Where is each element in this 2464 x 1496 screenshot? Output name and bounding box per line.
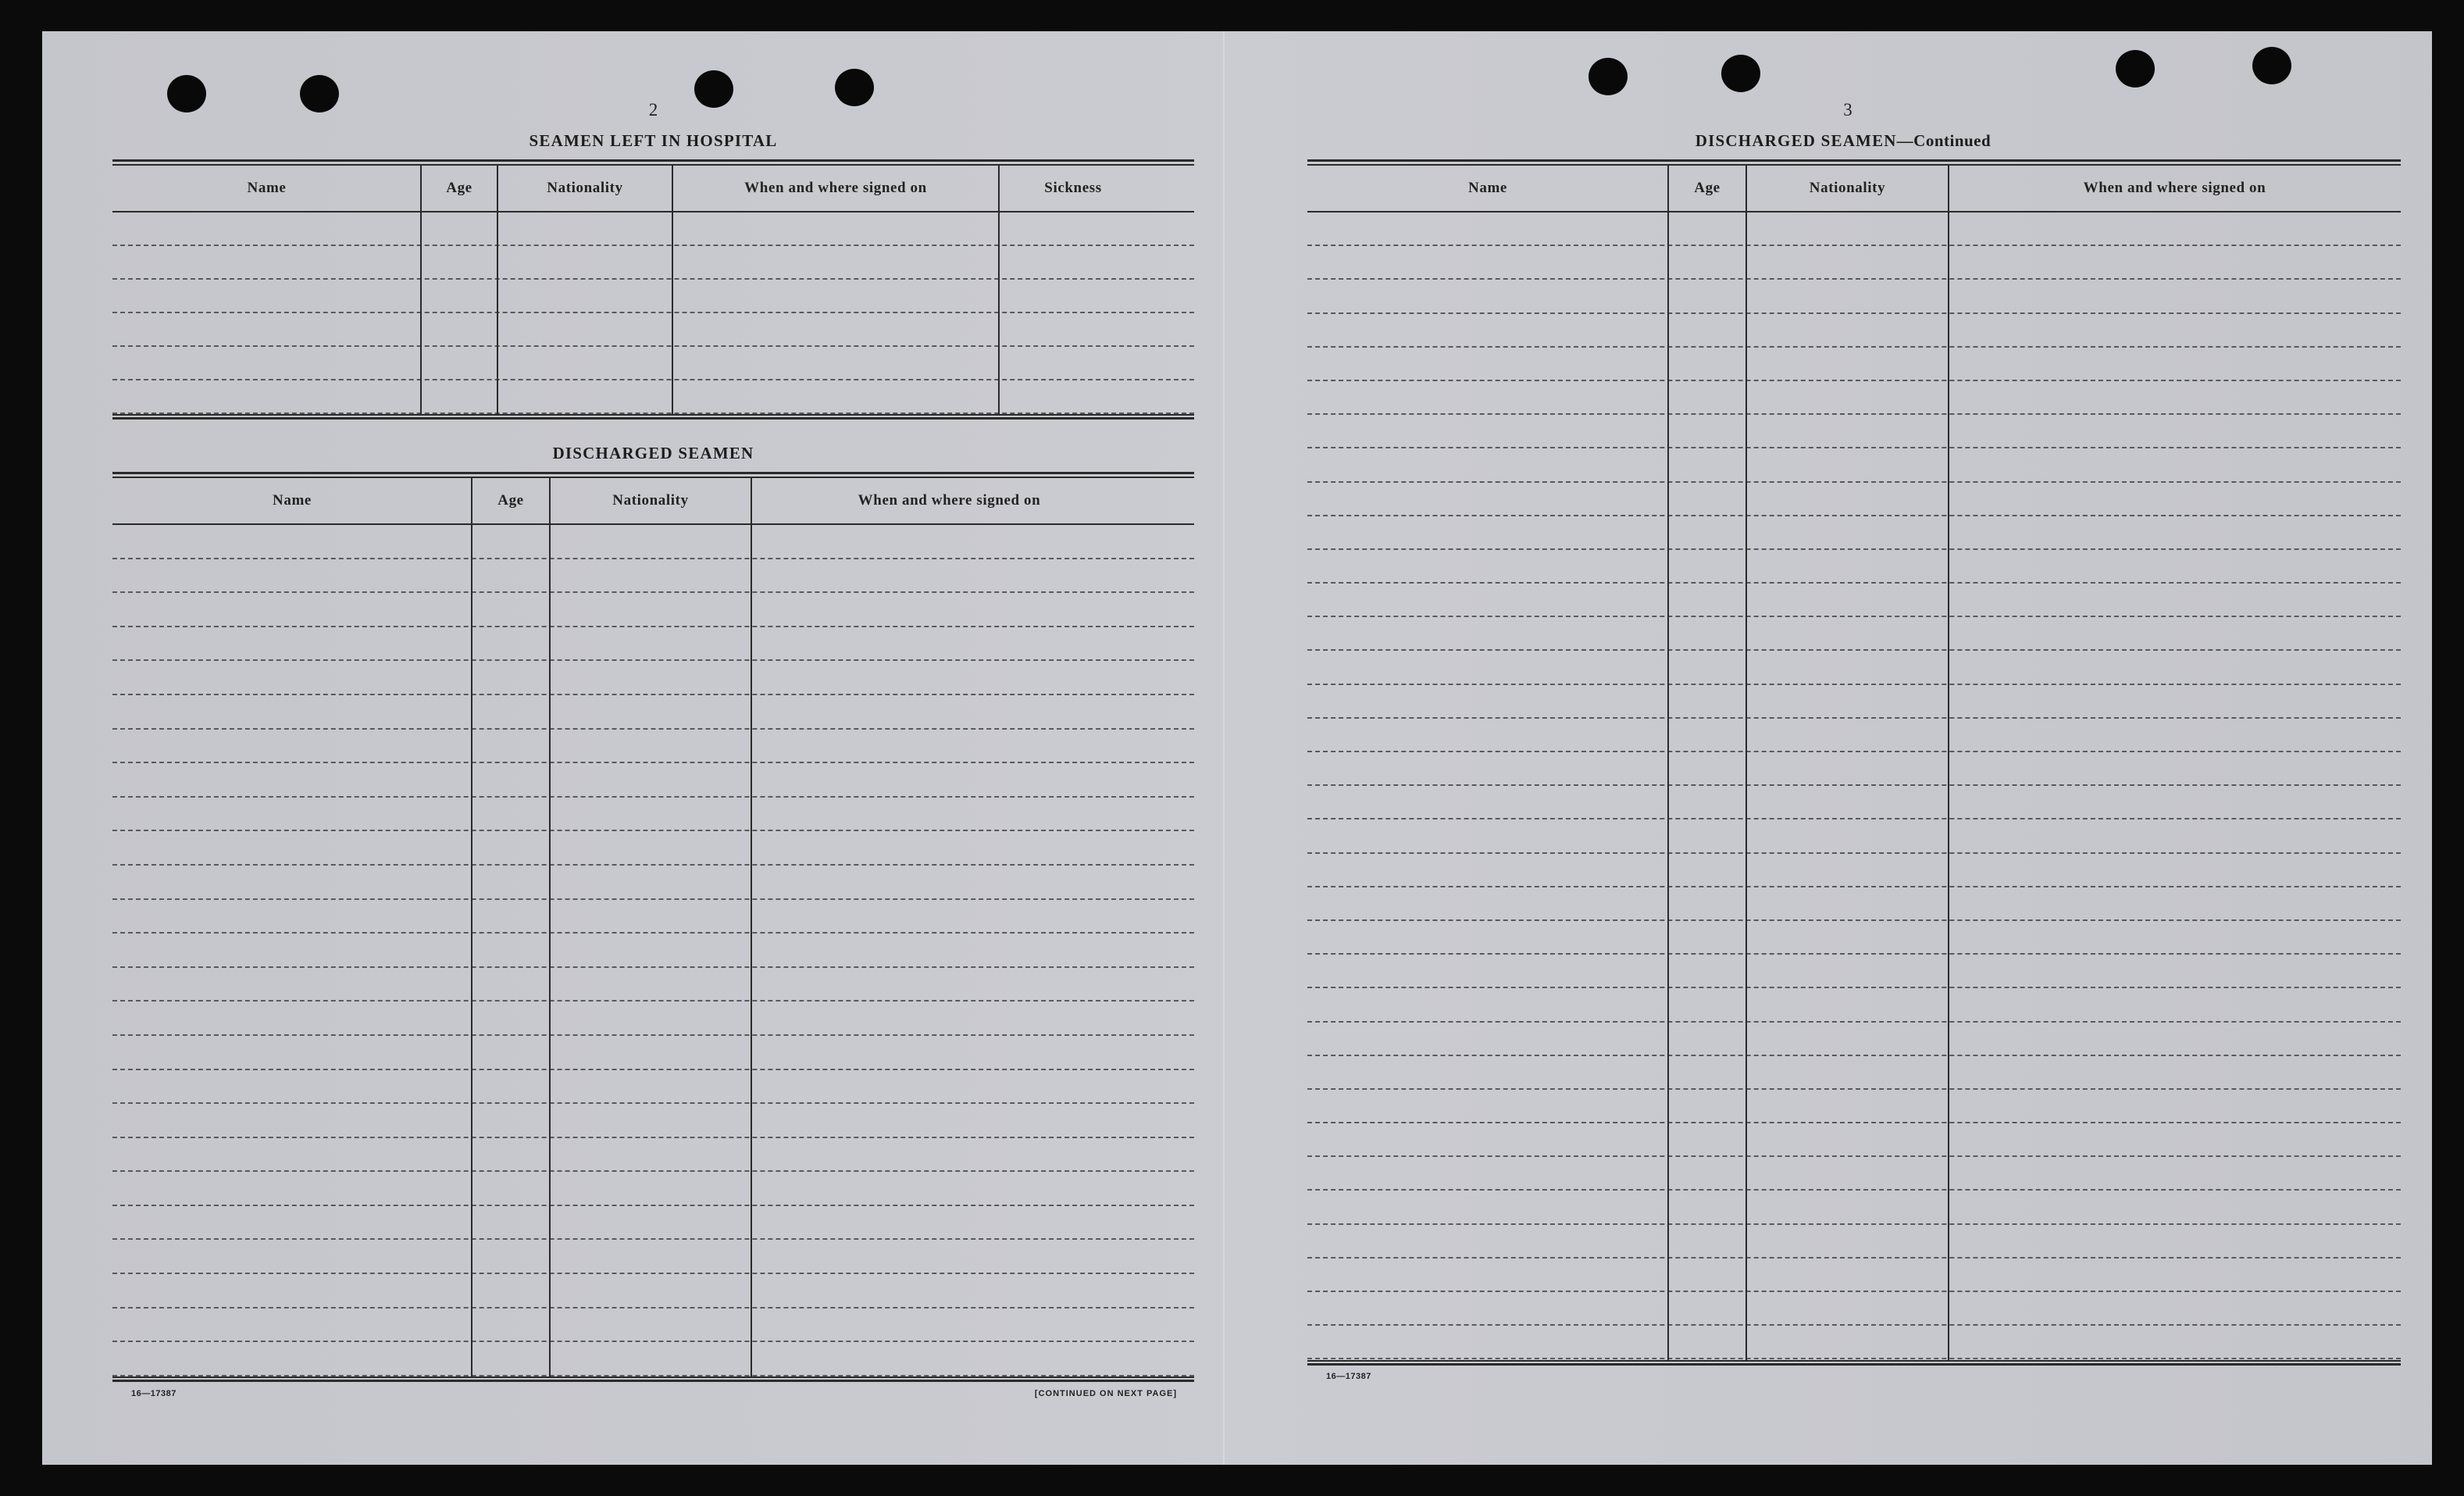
table-row[interactable]: [112, 831, 1194, 866]
table-bottom-rule: [1307, 1360, 2401, 1366]
document-sheet: [42, 31, 2432, 1465]
table-row[interactable]: [1307, 854, 2401, 887]
column-header: Name: [1468, 180, 1507, 196]
table-row[interactable]: [112, 968, 1194, 1002]
table-body: [1307, 212, 2401, 1359]
table-row[interactable]: [1307, 786, 2401, 819]
discharged-continued-title: [1296, 131, 2390, 151]
table-top-rule: [112, 159, 1194, 166]
table-row[interactable]: [1307, 685, 2401, 719]
column-header: Sickness: [1044, 180, 1102, 196]
table-row[interactable]: [1307, 212, 2401, 246]
column-header: Name: [247, 180, 287, 196]
table-row[interactable]: [112, 1274, 1194, 1309]
discharged-continued-table: [1307, 159, 2401, 1401]
table-row[interactable]: [112, 1104, 1194, 1138]
table-row[interactable]: [1307, 1123, 2401, 1157]
table-row[interactable]: [112, 1036, 1194, 1070]
table-row[interactable]: [1307, 988, 2401, 1022]
column-divider: [471, 478, 472, 1376]
table-row[interactable]: [112, 1342, 1194, 1376]
column-divider: [1667, 166, 1669, 1360]
table-row[interactable]: [1307, 448, 2401, 482]
column-header: When and where signed on: [744, 180, 927, 196]
table-top-rule: [1307, 159, 2401, 166]
table-row[interactable]: [112, 280, 1194, 313]
column-header: When and where signed on: [2083, 180, 2266, 196]
table-row[interactable]: [112, 212, 1194, 246]
table-row[interactable]: [1307, 1292, 2401, 1326]
table-row[interactable]: [112, 1138, 1194, 1173]
form-number: 16—17387: [1326, 1372, 1371, 1381]
column-header: Nationality: [547, 180, 623, 196]
column-divider: [549, 478, 551, 1376]
table-row[interactable]: [1307, 1157, 2401, 1191]
table-row[interactable]: [1307, 516, 2401, 550]
table-row[interactable]: [112, 1001, 1194, 1036]
table-row[interactable]: [1307, 483, 2401, 516]
table-row[interactable]: [1307, 314, 2401, 348]
discharged-table: [112, 472, 1194, 1417]
table-row[interactable]: [112, 1206, 1194, 1241]
table-row[interactable]: [112, 313, 1194, 347]
table-row[interactable]: [1307, 550, 2401, 584]
table-row[interactable]: [1307, 1090, 2401, 1123]
table-row[interactable]: [1307, 280, 2401, 313]
table-top-rule: [112, 472, 1194, 478]
table-row[interactable]: [112, 730, 1194, 764]
column-divider: [497, 166, 498, 414]
table-row[interactable]: [1307, 1259, 2401, 1292]
column-divider: [751, 478, 752, 1376]
table-row[interactable]: [112, 798, 1194, 832]
table-row[interactable]: [1307, 1326, 2401, 1359]
column-divider: [998, 166, 1000, 414]
table-row[interactable]: [112, 1309, 1194, 1343]
table-header: [112, 166, 1194, 212]
table-header: [1307, 166, 2401, 212]
table-row[interactable]: [1307, 584, 2401, 617]
column-divider: [672, 166, 673, 414]
table-body: [112, 212, 1194, 414]
column-divider: [1948, 166, 1949, 1360]
column-divider: [420, 166, 422, 414]
table-row[interactable]: [112, 866, 1194, 900]
discharged-section-title: DISCHARGED SEAMEN: [552, 444, 754, 462]
table-row[interactable]: [112, 627, 1194, 662]
table-row[interactable]: [1307, 752, 2401, 786]
section-title-main: DISCHARGED SEAMEN: [1695, 131, 1897, 150]
continued-note: [CONTINUED ON NEXT PAGE]: [1034, 1389, 1177, 1398]
hospital-table: [112, 159, 1194, 425]
table-row[interactable]: [112, 1070, 1194, 1105]
hospital-section-title: SEAMEN LEFT IN HOSPITAL: [529, 131, 778, 150]
table-bottom-rule: [112, 414, 1194, 420]
column-header: Age: [1694, 180, 1721, 196]
table-row[interactable]: [1307, 921, 2401, 955]
page-number: 3: [1843, 100, 1852, 120]
table-row[interactable]: [1307, 887, 2401, 921]
page-number: 2: [648, 100, 658, 120]
right-page: [1307, 31, 2401, 1465]
table-row[interactable]: [112, 525, 1194, 559]
table-row[interactable]: [112, 559, 1194, 594]
table-row[interactable]: [1307, 819, 2401, 853]
table-row[interactable]: [112, 934, 1194, 968]
column-header: Nationality: [1809, 180, 1886, 196]
table-row[interactable]: [1307, 651, 2401, 684]
column-header: Age: [446, 180, 472, 196]
table-row[interactable]: [112, 347, 1194, 380]
table-row[interactable]: [1307, 955, 2401, 988]
column-header: Age: [497, 492, 524, 509]
column-header: When and where signed on: [858, 492, 1041, 509]
table-row[interactable]: [1307, 415, 2401, 448]
column-divider: [1745, 166, 1747, 1360]
column-header: Name: [273, 492, 312, 509]
table-row[interactable]: [1307, 1023, 2401, 1056]
table-row[interactable]: [112, 661, 1194, 695]
table-row[interactable]: [1307, 617, 2401, 651]
table-row[interactable]: [112, 1172, 1194, 1206]
page-fold: [1223, 31, 1225, 1465]
table-header: [112, 478, 1194, 525]
table-row[interactable]: [112, 380, 1194, 414]
section-title-suffix: —Continued: [1896, 131, 1992, 150]
table-bottom-rule: [112, 1376, 1194, 1382]
table-row[interactable]: [1307, 348, 2401, 381]
table-row[interactable]: [112, 763, 1194, 798]
table-row[interactable]: [112, 1240, 1194, 1274]
table-row[interactable]: [1307, 1191, 2401, 1224]
table-row[interactable]: [112, 246, 1194, 280]
table-row[interactable]: [1307, 1056, 2401, 1090]
table-row[interactable]: [1307, 719, 2401, 752]
table-row[interactable]: [1307, 381, 2401, 415]
table-row[interactable]: [1307, 1225, 2401, 1259]
table-row[interactable]: [1307, 246, 2401, 280]
form-number: 16—17387: [131, 1389, 177, 1398]
table-body: [112, 525, 1194, 1376]
table-row[interactable]: [112, 900, 1194, 934]
left-page: [112, 31, 1194, 1465]
table-row[interactable]: [112, 695, 1194, 730]
table-row[interactable]: [112, 593, 1194, 627]
column-header: Nationality: [612, 492, 689, 509]
